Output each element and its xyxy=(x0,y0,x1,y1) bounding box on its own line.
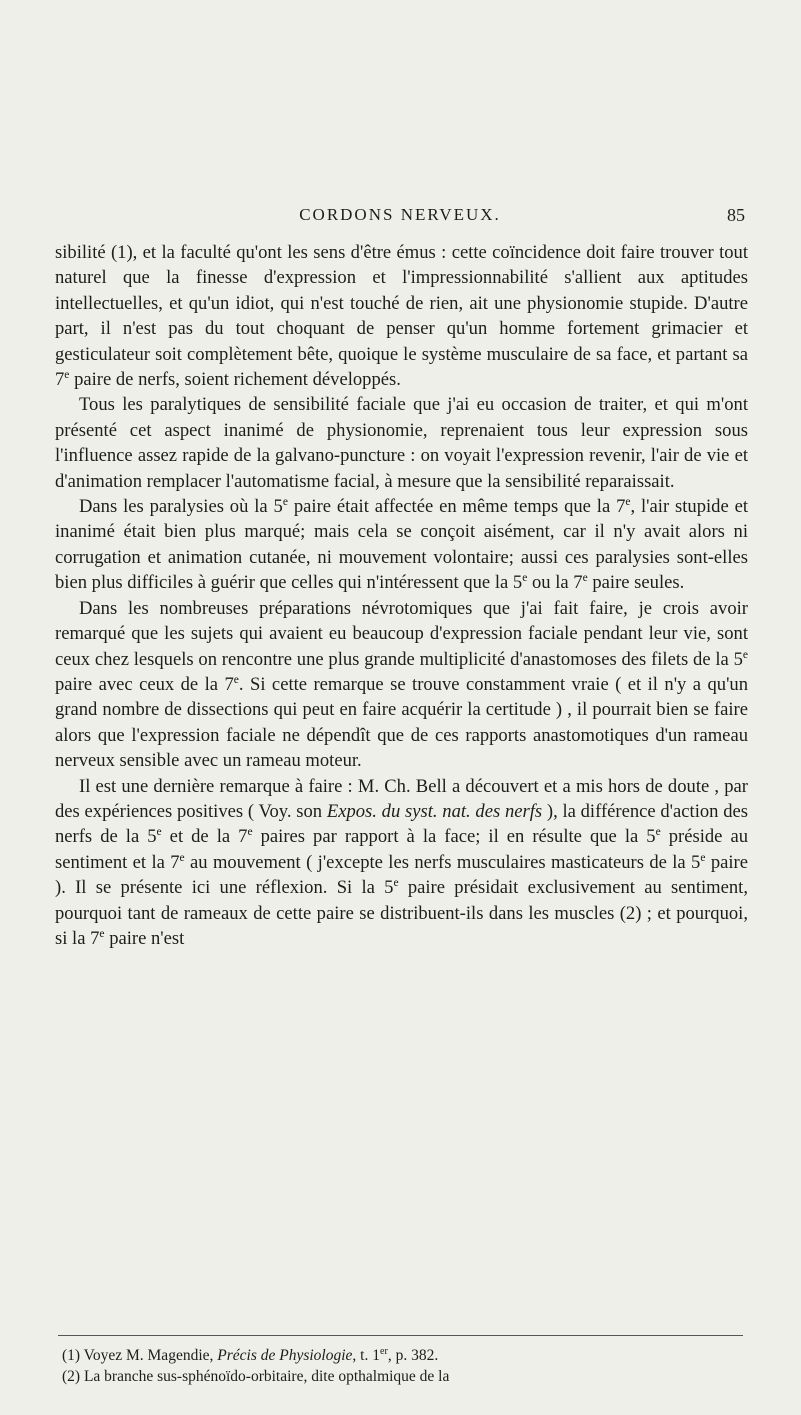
footnote-2: (2) La branche sus-sphénoïdo-orbitaire, dite opthalmique de la xyxy=(62,1368,450,1385)
running-title: CORDONS NERVEUX. xyxy=(299,205,501,224)
footnote-cited-title: Précis de Physiologie xyxy=(217,1347,353,1364)
footnote-1: (1) Voyez M. Magendie, Précis de Physiologie, t. 1er, p. 382. xyxy=(62,1345,439,1364)
paragraph-3: Dans les paralysies où la 5e paire était affectée en même temps que la 7e, l'air stupide et inanimé était bien plus marqué; mais cela se conçoit aisément, car il n'y avait alors ni corrugation et animation cutanée, ni mouvement volontaire; aussi ces paralysies sont-elles bien plus difficiles à guérir que celles qui n'intéressent que la 5e ou la 7e paire seules. xyxy=(55,495,748,594)
body-text xyxy=(55,240,748,951)
paragraph-5: Il est une dernière remarque à faire : M. Ch. Bell a découvert et a mis hors de doute , par des expériences positives ( Voy. son Expos. du syst. nat. des nerfs ), la différence d'action des nerfs de la 5e et de la 7e paires par rapport à la face; il en résulte que la 5e préside au sentiment et la 7e au mouvement ( j'excepte les nerfs musculaires masticateurs de la 5e paire ). Il se présente ici une réflexion. Si la 5e paire présidait exclusivement au sentiment, pourquoi tant de rameaux de cette paire se distribuent-ils dans les muscles (2) ; et pourquoi, si la 7e paire n'est xyxy=(55,775,749,949)
paragraph-1: sibilité (1), et la faculté qu'ont les sens d'être émus : cette coïncidence doit faire trouver tout naturel que la finesse d'expression et l'impressionnabilité s'allient aux aptitudes intellectuelles, et qu'un idiot, qui n'est touché de rien, ait une physionomie stupide. D'autre part, il n'est pas du tout choquant de penser qu'un homme fortement grimacier et gesticulateur soit complètement bête, quoique le système musculaire de sa face, et partant sa 7e paire de nerfs, soient richement développés. xyxy=(55,242,748,391)
running-head xyxy=(55,205,745,229)
page-number: 85 xyxy=(727,205,745,225)
paragraph-4: Dans les nombreuses préparations névrotomiques que j'ai fait faire, je crois avoir remarqué que les sujets qui avaient eu beaucoup d'expression faciale pendant leur vie, sont ceux chez lesquels on rencontre une plus grande multiplicité d'anastomoses des filets de la 5e paire avec ceux de la 7e. Si cette remarque se trouve constamment vraie ( et il n'y a qu'un grand nombre de dissections qui peut en faire acquérir la certitude ) , il pourrait bien se faire alors que l'expression faciale ne dépendît que de ces rapports anastomotiques d'un rameau nerveux sensible avec un rameau moteur. xyxy=(55,597,749,772)
cited-work-title: Expos. du syst. nat. des nerfs xyxy=(326,800,543,822)
paragraph-2: Tous les paralytiques de sensibilité faciale que j'ai eu occasion de traiter, et qui m'ont présenté cet aspect inanimé de physionomie, reprenaient tous leur expression sous l'influence assez rapide de la galvano-puncture : on voyait l'expression revenir, l'air de vie et d'animation remplacer l'automatisme facial, à mesure que la sensibilité reparaissait. xyxy=(55,394,748,492)
footnotes xyxy=(62,1345,747,1387)
footnote-rule xyxy=(58,1335,743,1336)
